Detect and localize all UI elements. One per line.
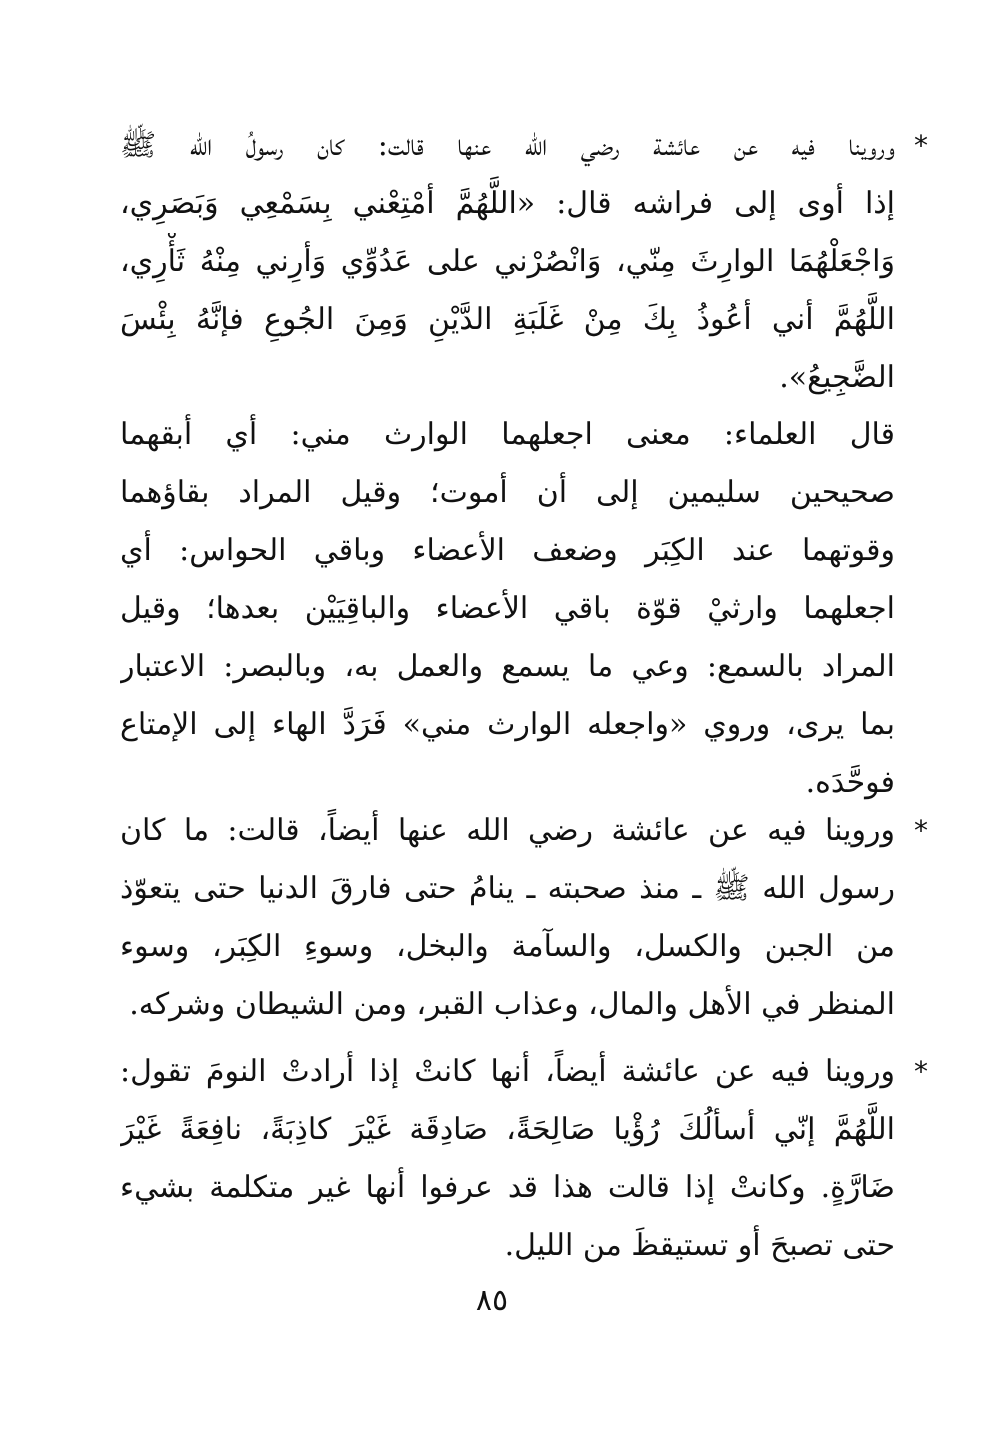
bullet-row xyxy=(120,802,928,860)
text-line: اللَّهُمَّ إنّي أسألُكَ رُؤْيا صَالِحَةً، صَادِقَة غَيْرَ كاذِبَةً، نافِعَةً غَيْرَ xyxy=(120,1112,895,1147)
asterisk-bullet-icon: * xyxy=(914,814,928,847)
text-line: وقوتهما عند الكِبَر وضعف الأعضاء وباقي الحواس: أي xyxy=(120,533,895,568)
text-line: صحيحين سليمين إلى أن أموت؛ وقيل المراد بقاؤهما xyxy=(120,475,895,510)
paragraph-scholars-commentary xyxy=(120,406,895,812)
text-line: فوحَّدَه. xyxy=(805,765,895,800)
bullet-row xyxy=(120,1043,928,1101)
text-line: قال العلماء: معنى اجعلهما الوارث مني: أي أبقهما xyxy=(120,417,895,452)
text-line: وروينا فيه عن عائشة أيضاً، أنها كانتْ إذا أرادتْ النومَ تقول: xyxy=(120,1054,895,1089)
page-number: ٨٥ xyxy=(475,1283,509,1318)
asterisk-bullet-icon: * xyxy=(914,1055,928,1088)
paragraph-hadith-1 xyxy=(120,117,928,407)
text-line: حتى تصبحَ أو تستيقظَ من الليل. xyxy=(504,1228,895,1263)
text-line: اجعلهما وارثيْ قوّة باقي الأعضاء والباقِيَيْن بعدها؛ وقيل xyxy=(120,591,895,626)
text-line: إذا أوى إلى فراشه قال: «اللَّهُمَّ أمْتِعْني بِسَمْعِي وَبَصَرِي، xyxy=(120,186,895,221)
text-line: المنظر في الأهل والمال، وعذاب القبر، ومن الشيطان وشركه. xyxy=(129,987,895,1022)
text-line: وروينا فيه عن عائشة رضي الله عنها قالت: كان رسولُ الله ﷺ xyxy=(120,128,895,163)
text-line: اللَّهُمَّ أني أعُوذُ بِكَ مِنْ غَلَبَةِ الدَّيْنِ وَمِنَ الجُوعِ فإنَّهُ بِئْسَ xyxy=(120,302,895,337)
text-line: رسول الله ﷺ ـ منذ صحبته ـ ينامُ حتى فارقَ الدنيا حتى يتعوّذ xyxy=(120,871,895,906)
text-line: المراد بالسمع: وعي ما يسمع والعمل به، وبالبصر: الاعتبار xyxy=(120,649,895,684)
asterisk-bullet-icon: * xyxy=(914,129,928,162)
paragraph-hadith-3 xyxy=(120,1043,928,1275)
text-line: وروينا فيه عن عائشة رضي الله عنها أيضاً، قالت: ما كان xyxy=(120,813,895,848)
paragraph-hadith-2 xyxy=(120,802,928,1034)
text-line: بما يرى، وروي «واجعله الوارث مني» فَرَدَّ الهاء إلى الإمتاع xyxy=(120,707,895,742)
text-line: الضَّجِيعُ». xyxy=(779,360,895,395)
text-line: ضَارَّةٍ. وكانتْ إذا قالت هذا قد عرفوا أنها غير متكلمة بشيء xyxy=(120,1170,895,1205)
bullet-row xyxy=(120,117,928,175)
text-line: من الجبن والكسل، والسآمة والبخل، وسوءِ الكِبَر، وسوء xyxy=(120,929,895,964)
text-line: وَاجْعَلْهُمَا الوارِثَ مِنّي، وَانْصُرْني على عَدُوِّي وَأرِني مِنْهُ ثَأْرِي، xyxy=(120,244,895,279)
